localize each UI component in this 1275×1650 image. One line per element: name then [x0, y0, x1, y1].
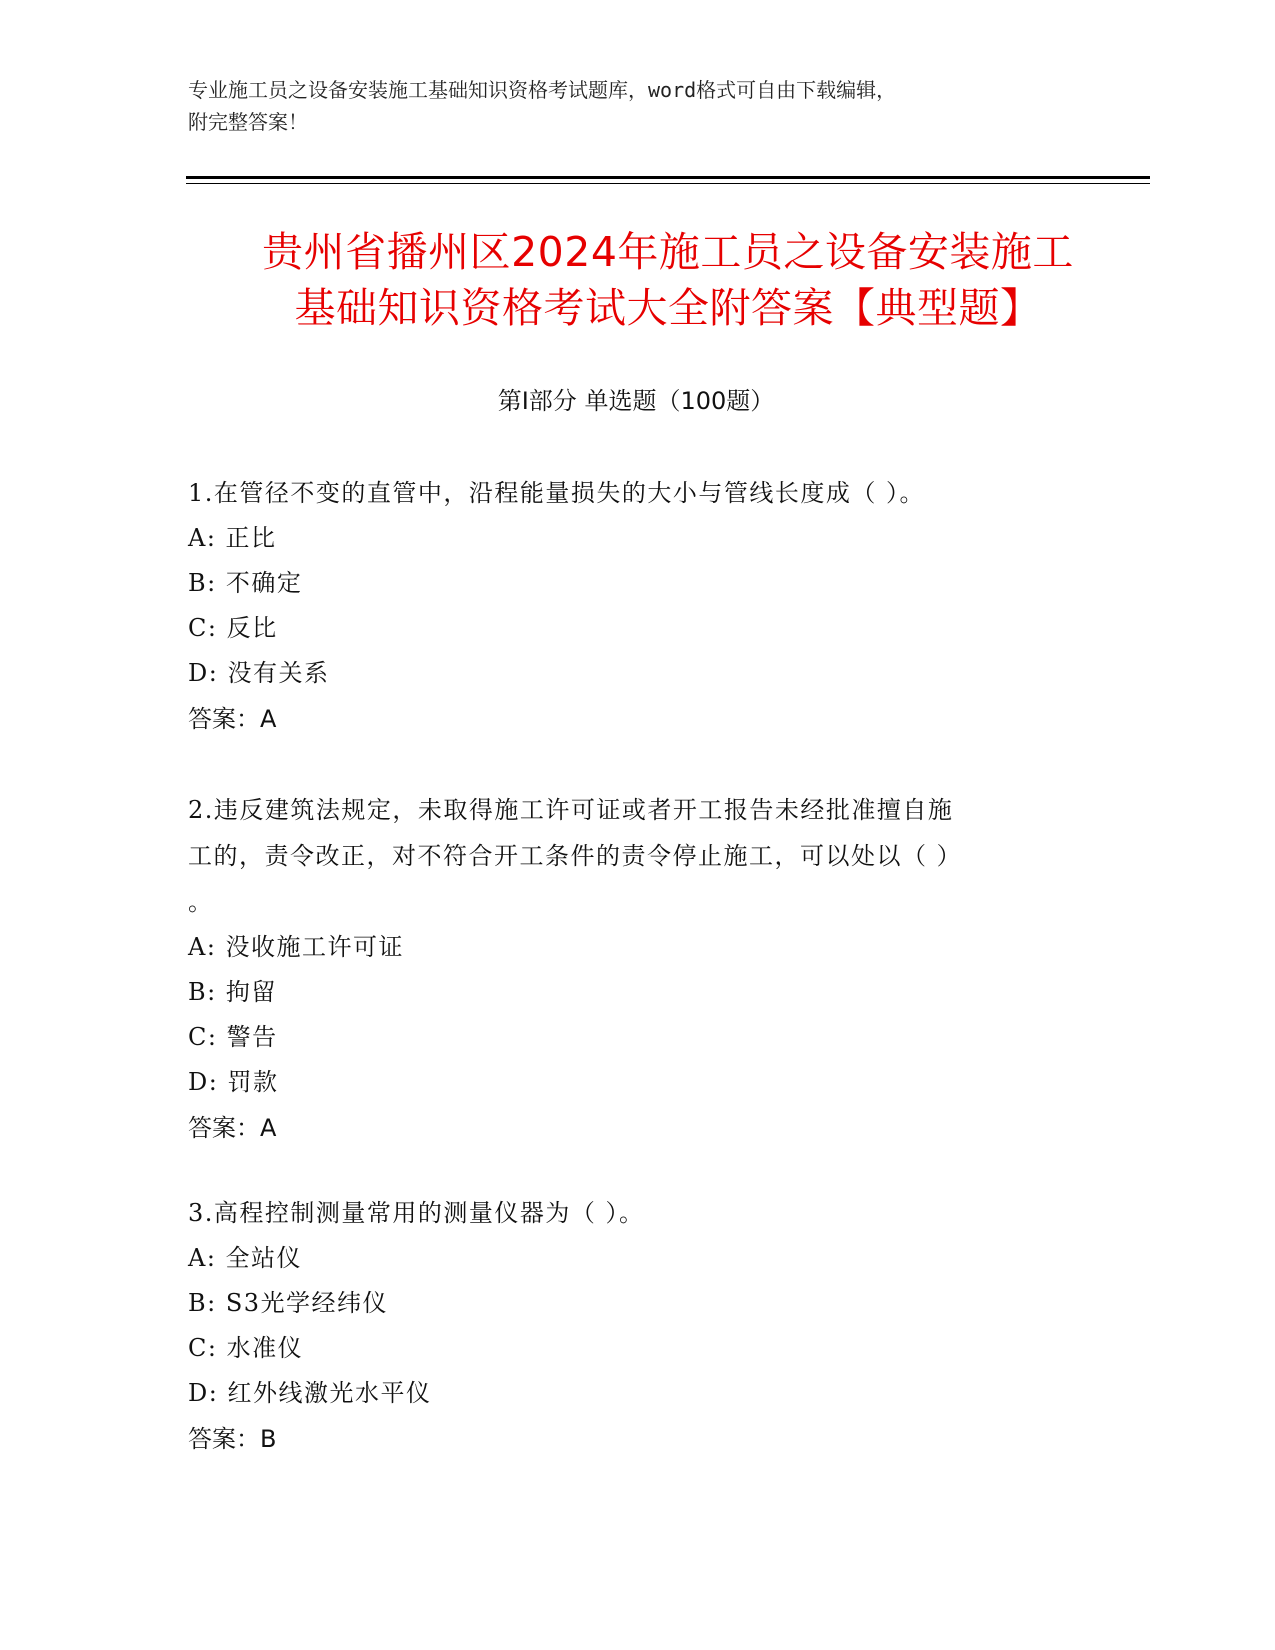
option-c: C: 警告 — [188, 1023, 278, 1051]
option-d: D: 罚款 — [188, 1068, 279, 1096]
question-stem-line-3: 。 — [188, 888, 214, 916]
option-d: D: 红外线激光水平仪 — [188, 1379, 432, 1407]
option-b: B: 不确定 — [188, 569, 303, 597]
header-note-line-2: 附完整答案！ — [188, 110, 308, 134]
question-stem-line-2: 工的，责令改正，对不符合开工条件的责令停止施工，可以处以（ ） — [188, 842, 963, 870]
header-rule-thick — [186, 176, 1150, 179]
document-title — [186, 224, 1150, 336]
document-title-line-2: 基础知识资格考试大全附答案【典型题】 — [294, 284, 1042, 332]
answer-line: 答案：A — [188, 1114, 277, 1142]
question-item — [188, 787, 1068, 1151]
header-rule-thin — [186, 183, 1150, 184]
answer-line: 答案：A — [188, 705, 277, 733]
option-b: B: S3光学经纬仪 — [188, 1289, 389, 1317]
option-a: A: 没收施工许可证 — [188, 933, 405, 961]
question-item — [188, 470, 1068, 742]
question-item — [188, 1190, 1068, 1462]
option-a: A: 正比 — [188, 524, 277, 552]
question-stem: 3.高程控制测量常用的测量仪器为（ ）。 — [188, 1199, 645, 1227]
document-title-line-1: 贵州省播州区2024年施工员之设备安装施工 — [262, 228, 1074, 276]
option-a: A: 全站仪 — [188, 1244, 303, 1272]
option-c: C: 反比 — [188, 614, 278, 642]
header-note-line-1: 专业施工员之设备安装施工基础知识资格考试题库，word格式可自由下载编辑， — [188, 78, 897, 102]
section-heading: 第Ⅰ部分 单选题（100题） — [497, 387, 775, 415]
header-note — [188, 74, 1088, 138]
question-stem-line-1: 2.违反建筑法规定，未取得施工许可证或者开工报告未经批准擅自施 — [188, 796, 954, 824]
option-b: B: 拘留 — [188, 978, 277, 1006]
question-stem: 1.在管径不变的直管中，沿程能量损失的大小与管线长度成（ ）。 — [188, 479, 926, 507]
option-c: C: 水准仪 — [188, 1334, 304, 1362]
answer-line: 答案：B — [188, 1425, 277, 1453]
option-d: D: 没有关系 — [188, 659, 330, 687]
